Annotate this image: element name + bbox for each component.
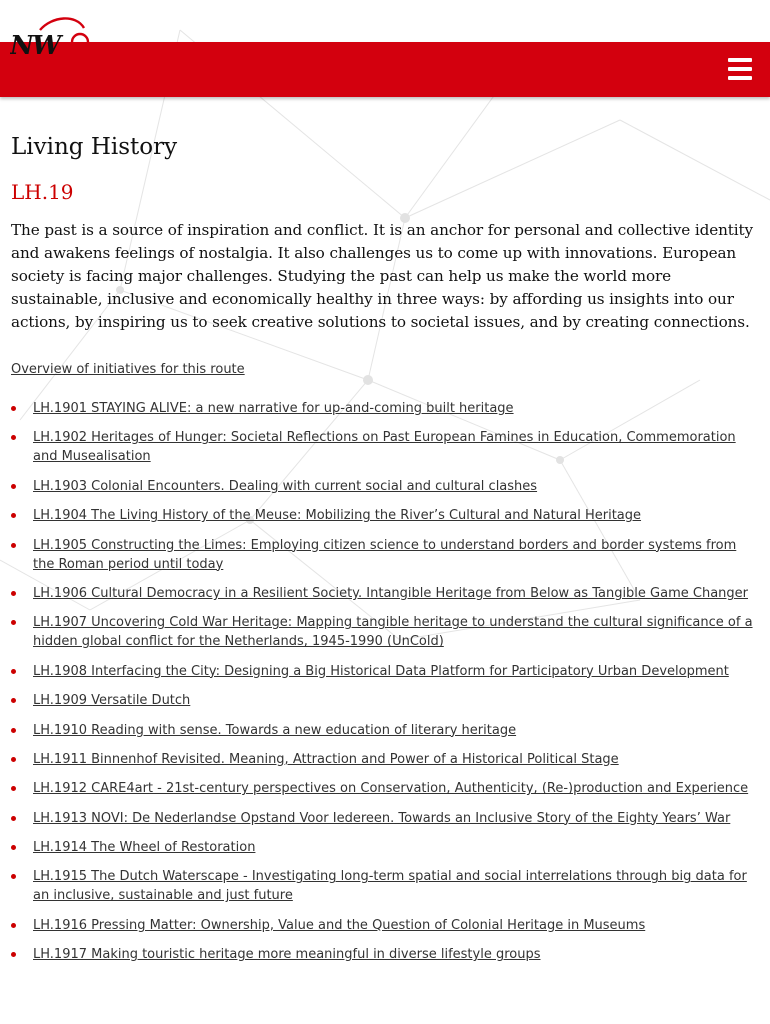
hamburger-menu-icon[interactable] <box>728 58 752 80</box>
bullet-icon <box>11 816 16 821</box>
list-item <box>11 428 759 466</box>
nwo-logo[interactable] <box>10 16 90 60</box>
initiative-link[interactable]: LH.1901 STAYING ALIVE: a new narrative for up-and-coming built heritage <box>33 401 514 416</box>
list-item <box>11 536 759 574</box>
bullet-icon <box>11 543 16 548</box>
menu-line <box>728 67 752 71</box>
initiative-link[interactable]: LH.1911 Binnenhof Revisited. Meaning, Attraction and Power of a Historical Political Stage <box>33 751 619 767</box>
main-content <box>11 131 759 975</box>
initiative-link[interactable]: LH.1902 Heritages of Hunger: Societal Reflections on Past European Famines in Education, Commemoration and Musealisation <box>33 430 736 465</box>
bullet-icon <box>11 669 16 674</box>
bullet-icon <box>11 591 16 596</box>
bullet-icon <box>11 874 16 879</box>
initiatives-list <box>11 399 759 964</box>
bullet-icon <box>11 757 16 762</box>
initiative-link[interactable]: LH.1910 Reading with sense. Towards a new education of literary heritage <box>33 722 517 738</box>
initiative-link[interactable]: LH.1909 Versatile Dutch <box>33 693 191 709</box>
list-item <box>11 506 759 525</box>
initiative-link[interactable]: LH.1906 Cultural Democracy in a Resilient Society. Intangible Heritage from Below as Tangible Game Changer <box>33 585 748 601</box>
bullet-icon <box>11 786 16 791</box>
list-item <box>11 779 759 798</box>
list-item <box>11 721 759 740</box>
bullet-icon <box>11 845 16 850</box>
initiative-link[interactable]: LH.1912 CARE4art - 21st-century perspectives on Conservation, Authenticity, (Re-)production and Experience <box>33 781 749 797</box>
intro-paragraph: The past is a source of inspiration and conflict. It is an anchor for personal and collective identity and awakens feelings of nostalgia. It also challenges us to come up with innovations. European society is facing major challenges. Studying the past can help us make the world more sustainable, inclusive and economically healthy in three ways: by affording us insights into our actions, by inspiring us to seek creative solutions to societal issues, and by creating connections. <box>11 221 754 331</box>
bullet-icon <box>11 952 16 957</box>
initiative-link[interactable]: LH.1903 Colonial Encounters. Dealing with current social and cultural clashes <box>33 478 538 494</box>
page-title: Living History <box>11 134 178 160</box>
initiative-link[interactable]: LH.1908 Interfacing the City: Designing a Big Historical Data Platform for Participatory Urban Development <box>33 663 729 679</box>
initiative-link[interactable]: LH.1917 Making touristic heritage more meaningful in diverse lifestyle groups <box>33 947 541 963</box>
initiative-link[interactable]: LH.1915 The Dutch Waterscape - Investigating long-term spatial and social interrelations through big data for an inclusive, sustainable and just future <box>33 869 747 904</box>
svg-text:N: N <box>10 31 34 60</box>
bullet-icon <box>11 620 16 625</box>
bullet-icon <box>11 698 16 703</box>
initiative-link[interactable]: LH.1914 The Wheel of Restoration <box>33 840 256 856</box>
list-item <box>11 691 759 710</box>
bullet-icon <box>11 728 16 733</box>
list-item <box>11 867 759 905</box>
list-item <box>11 613 759 651</box>
list-item <box>11 477 759 496</box>
menu-line <box>728 58 752 62</box>
list-item <box>11 945 759 964</box>
initiative-link[interactable]: LH.1904 The Living History of the Meuse: Mobilizing the River’s Cultural and Natural Heritage <box>33 508 642 524</box>
initiative-link[interactable]: LH.1907 Uncovering Cold War Heritage: Mapping tangible heritage to understand the cultural significance of a hidden global conflict for the Netherlands, 1945-1990 (UnCold) <box>33 615 753 650</box>
list-item <box>11 750 759 769</box>
list-item <box>11 916 759 935</box>
header-bar <box>0 42 770 97</box>
list-item <box>11 838 759 857</box>
route-code: LH.19 <box>11 180 74 204</box>
svg-text:W: W <box>32 31 62 60</box>
initiative-link[interactable]: LH.1913 NOVI: De Nederlandse Opstand Voor Iedereen. Towards an Inclusive Story of the Eighty Years’ War <box>33 810 731 826</box>
bullet-icon <box>11 513 16 518</box>
bullet-icon <box>11 435 16 440</box>
bullet-icon <box>11 406 16 411</box>
bullet-icon <box>11 923 16 928</box>
list-item <box>11 399 759 418</box>
menu-line <box>728 76 752 80</box>
list-item <box>11 584 759 603</box>
initiative-link[interactable]: LH.1905 Constructing the Limes: Employing citizen science to understand borders and border systems from the Roman period until today <box>33 537 737 572</box>
initiative-link[interactable]: LH.1916 Pressing Matter: Ownership, Value and the Question of Colonial Heritage in Museums <box>33 917 646 933</box>
bullet-icon <box>11 484 16 489</box>
list-item <box>11 809 759 828</box>
overview-link[interactable]: Overview of initiatives for this route <box>11 362 245 377</box>
list-item <box>11 662 759 681</box>
